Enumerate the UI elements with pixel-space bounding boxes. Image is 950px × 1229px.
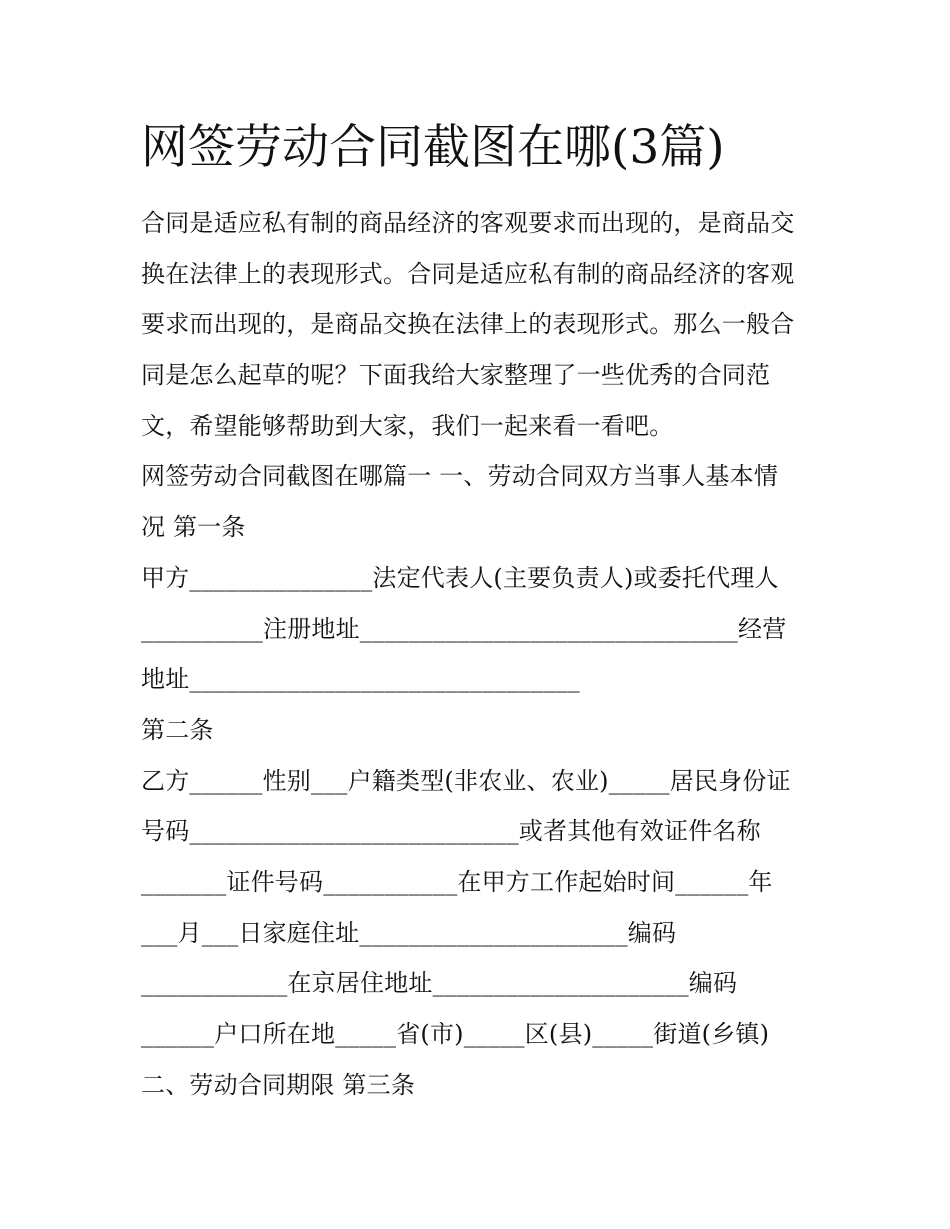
paragraph-line: 况 第一条 [141, 513, 246, 542]
paragraph-line: 合同是适应私有制的商品经济的客观要求而出现的，是商品交 [141, 209, 795, 237]
section-heading: 二、劳动合同期限 第三条 [141, 1070, 416, 1099]
form-line: ____________在京居住地址_____________________编码 [141, 969, 738, 998]
paragraph-line: 网签劳动合同截图在哪篇一 一、劳动合同双方当事人基本情 [141, 462, 779, 491]
form-line: ______户口所在地_____省(市)_____区(县)_____街道(乡镇) [141, 1020, 770, 1048]
form-line: __________注册地址_______________________________经营 [141, 614, 787, 643]
form-line: ___月___日家庭住址______________________编码 [141, 918, 677, 947]
paragraph-line: 文，希望能够帮助到大家，我们一起来看一看吧。 [141, 411, 674, 440]
section-heading: 第二条 [141, 715, 214, 744]
paragraph-line: 同是怎么起草的呢？下面我给大家整理了一些优秀的合同范 [141, 361, 771, 390]
form-line: 乙方______性别___户籍类型(非农业、农业)_____居民身份证 [141, 766, 791, 795]
document-title: 网签劳动合同截图在哪(3篇) [141, 120, 725, 175]
document-body [141, 198, 821, 1110]
form-line: _______证件号码___________在甲方工作起始时间______年 [141, 867, 773, 896]
form-line: 地址________________________________ [141, 665, 580, 694]
paragraph-line: 换在法律上的表现形式。合同是适应私有制的商品经济的客观 [141, 259, 795, 288]
form-line: 甲方_______________法定代表人(主要负责人)或委托代理人 [141, 563, 779, 592]
paragraph-line: 要求而出现的，是商品交换在法律上的表现形式。那么一般合 [141, 310, 795, 339]
form-line: 号码___________________________或者其他有效证件名称 [141, 817, 761, 846]
